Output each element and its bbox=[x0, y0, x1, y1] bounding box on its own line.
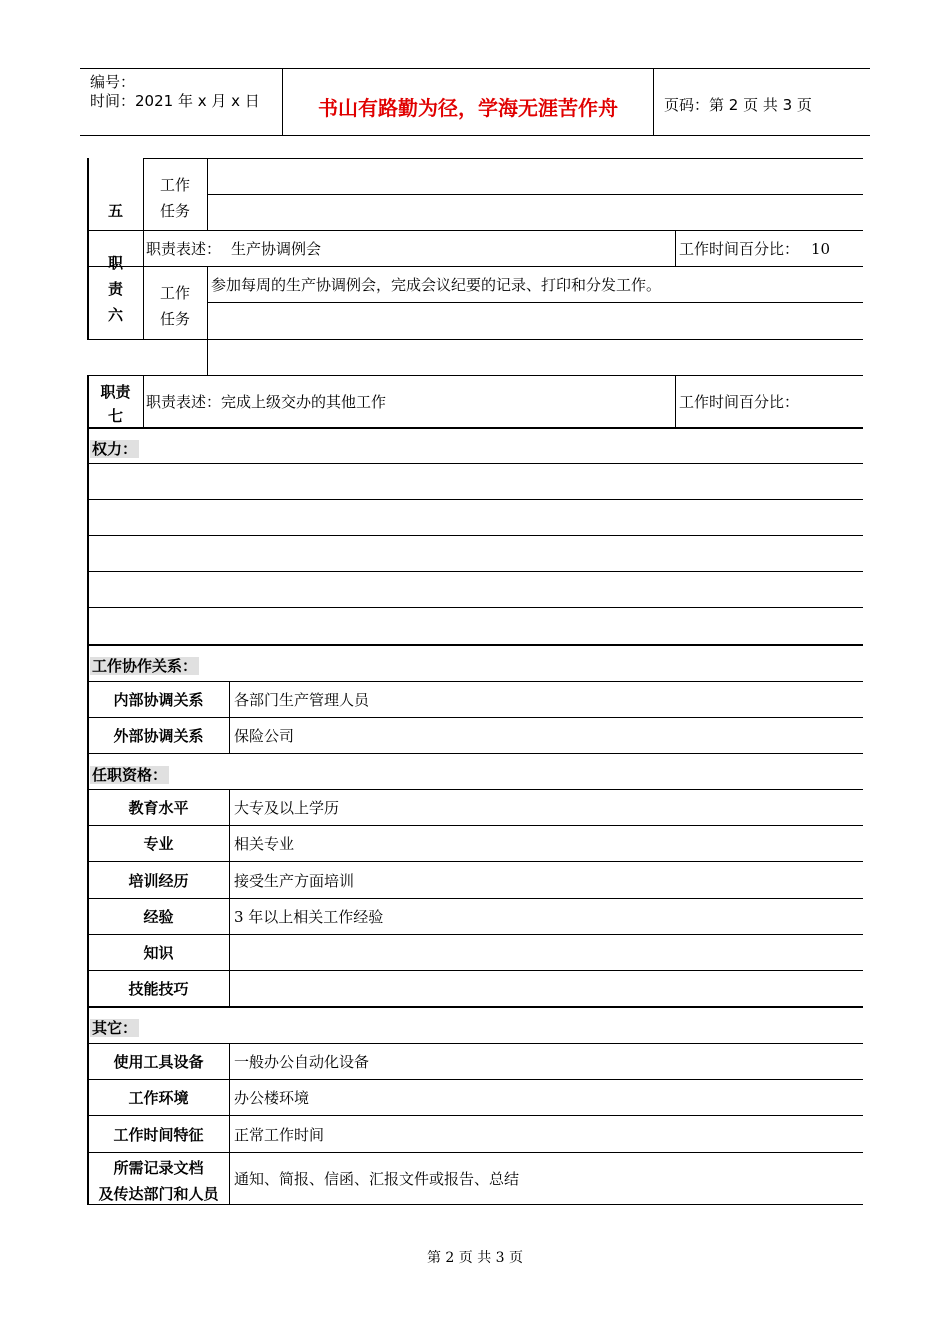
internal-coordination-label: 内部协调关系 bbox=[113, 691, 204, 709]
duty-6-label: 职 责 六 bbox=[107, 254, 123, 324]
tools-label: 使用工具设备 bbox=[113, 1053, 204, 1071]
duty-5-task-label: 工作 任务 bbox=[160, 176, 191, 220]
environment-label: 工作环境 bbox=[128, 1089, 189, 1107]
duty-6-task-label: 工作 任务 bbox=[160, 284, 191, 328]
duty-6-description: 职责表述： 生产协调例会 bbox=[146, 240, 322, 258]
duty-7-description: 职责表述：完成上级交办的其他工作 bbox=[146, 393, 387, 411]
header-page-number: 页码：第 2 页 共 3 页 bbox=[664, 96, 812, 114]
records-value: 通知、简报、信函、汇报文件或报告、总结 bbox=[234, 1170, 520, 1188]
cooperation-title: 工作协作关系： bbox=[92, 657, 198, 675]
duty-7-time-percent: 工作时间百分比： bbox=[679, 393, 800, 411]
work-time-label: 工作时间特征 bbox=[113, 1125, 204, 1144]
external-coordination-value: 保险公司 bbox=[234, 727, 295, 745]
duty-6-time-percent: 工作时间百分比： 10 bbox=[679, 239, 831, 258]
duty-7-label: 职责 七 bbox=[100, 383, 131, 425]
header-motto: 书山有路勤为径，学海无涯苦作舟 bbox=[318, 96, 618, 120]
experience-value: 3 年以上相关工作经验 bbox=[234, 908, 384, 926]
duty-5-label: 五 bbox=[107, 201, 123, 220]
knowledge-label: 知识 bbox=[143, 944, 174, 962]
major-value: 相关专业 bbox=[234, 835, 295, 853]
training-label: 培训经历 bbox=[128, 871, 189, 890]
qualification-title: 任职资格： bbox=[92, 766, 168, 784]
major-label: 专业 bbox=[143, 835, 174, 853]
skills-label: 技能技巧 bbox=[128, 980, 189, 998]
document-number: 编号： bbox=[90, 73, 136, 91]
education-value: 大专及以上学历 bbox=[234, 799, 340, 817]
internal-coordination-value: 各部门生产管理人员 bbox=[234, 691, 370, 709]
records-label: 所需记录文档 及传达部门和人员 bbox=[98, 1159, 219, 1203]
environment-value: 办公楼环境 bbox=[234, 1089, 310, 1107]
experience-label: 经验 bbox=[143, 908, 174, 926]
external-coordination-label: 外部协调关系 bbox=[113, 727, 204, 745]
document-date: 时间：2021 年 x 月 x 日 bbox=[90, 92, 260, 110]
duty-6-task-1: 参加每周的生产协调例会，完成会议纪要的记录、打印和分发工作。 bbox=[211, 276, 662, 294]
work-time-value: 正常工作时间 bbox=[234, 1125, 325, 1144]
footer-page-number: 第 2 页 共 3 页 bbox=[426, 1250, 524, 1266]
power-title: 权力： bbox=[92, 440, 138, 458]
other-title: 其它： bbox=[92, 1019, 138, 1037]
tools-value: 一般办公自动化设备 bbox=[234, 1053, 370, 1071]
education-label: 教育水平 bbox=[128, 799, 189, 817]
training-value: 接受生产方面培训 bbox=[234, 871, 355, 890]
